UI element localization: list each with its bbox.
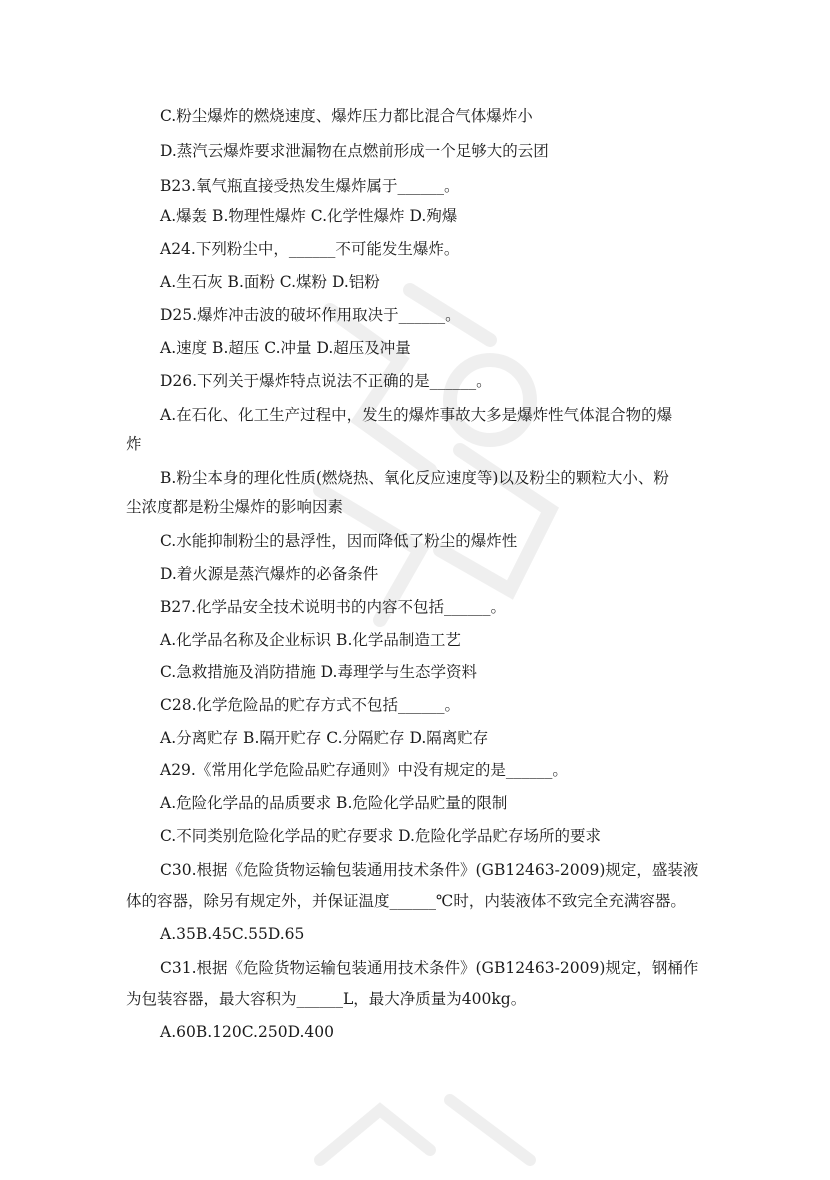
option-line-continued: 尘浓度都是粉尘爆炸的影响因素: [126, 498, 344, 516]
question-line: D25.爆炸冲击波的破坏作用取决于______。: [160, 306, 461, 324]
question-line: C31.根据《危险货物运输包装通用技术条件》(GB12463-2009)规定，钢桶作: [160, 959, 699, 977]
option-line: A.化学品名称及企业标识 B.化学品制造工艺: [160, 631, 461, 649]
question-line: B23.氧气瓶直接受热发生爆炸属于______。: [160, 177, 460, 195]
option-line: D.着火源是蒸汽爆炸的必备条件: [160, 565, 379, 583]
option-line: C.急救措施及消防措施 D.毒理学与生态学资料: [160, 663, 477, 681]
question-line-continued: 体的容器，除另有规定外，并保证温度______℃时，内装液体不致完全充满容器。: [126, 892, 686, 910]
option-line: A.60B.120C.250D.400: [160, 1023, 334, 1041]
option-line: A.速度 B.超压 C.冲量 D.超压及冲量: [160, 339, 411, 357]
option-line: A.分离贮存 B.隔开贮存 C.分隔贮存 D.隔离贮存: [160, 729, 489, 747]
option-line: A.爆轰 B.物理性爆炸 C.化学性爆炸 D.殉爆: [160, 207, 458, 225]
option-line: B.粉尘本身的理化性质(燃烧热、氧化反应速度等)以及粉尘的颗粒大小、粉: [160, 469, 669, 487]
option-line-continued: 炸: [126, 435, 142, 453]
option-line: A.危险化学品的品质要求 B.危险化学品贮量的限制: [160, 794, 508, 812]
option-line: C.不同类别危险化学品的贮存要求 D.危险化学品贮存场所的要求: [160, 827, 601, 845]
question-line-continued: 为包装容器，最大容积为______L，最大净质量为400kg。: [126, 990, 527, 1008]
question-line: A29.《常用化学危险品贮存通则》中没有规定的是______。: [160, 761, 568, 779]
option-line: C.粉尘爆炸的燃烧速度、爆炸压力都比混合气体爆炸小: [160, 107, 533, 125]
watermark-icon: [300, 1080, 560, 1180]
option-line: A.35B.45C.55D.65: [160, 925, 305, 943]
option-line: C.水能抑制粉尘的悬浮性，因而降低了粉尘的爆炸性: [160, 532, 518, 550]
option-line: D.蒸汽云爆炸要求泄漏物在点燃前形成一个足够大的云团: [160, 142, 549, 160]
option-line: A.生石灰 B.面粉 C.煤粉 D.铝粉: [160, 273, 380, 291]
question-line: B27.化学品安全技术说明书的内容不包括______。: [160, 598, 507, 616]
question-line: C30.根据《危险货物运输包装通用技术条件》(GB12463-2009)规定，盛装液: [160, 861, 699, 879]
question-line: D26.下列关于爆炸特点说法不正确的是______。: [160, 372, 492, 390]
option-line: A.在石化、化工生产过程中，发生的爆炸事故大多是爆炸性气体混合物的爆: [160, 406, 673, 424]
question-line: A24.下列粉尘中，______不可能发生爆炸。: [160, 240, 460, 258]
question-line: C28.化学危险品的贮存方式不包括______。: [160, 696, 461, 714]
